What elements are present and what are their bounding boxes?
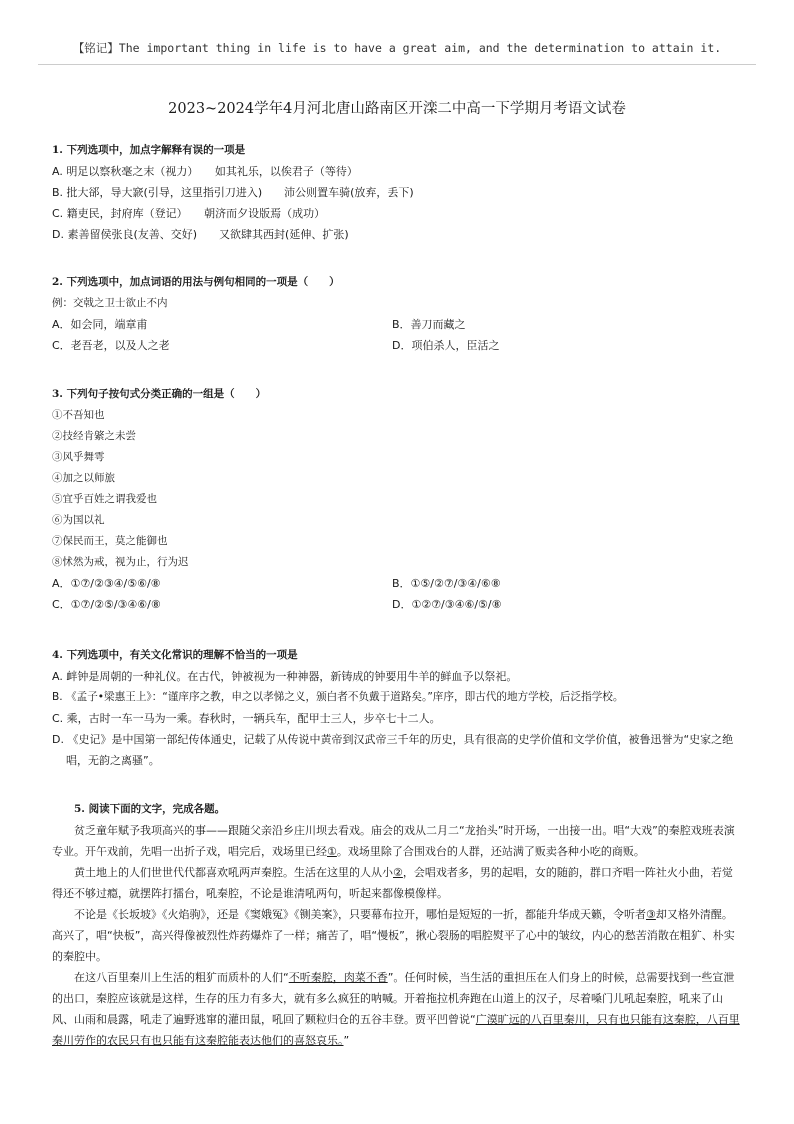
blank-3: ③ bbox=[646, 908, 656, 921]
sentence-item: ③风乎舞雩 bbox=[52, 451, 105, 463]
passage-text: 不论是《长坂坡》《火焰驹》，还是《窦娥冤》《铡美案》，只要幕布拉开，哪怕是短短的一折，都能升华成天籁，令听者 bbox=[74, 908, 646, 921]
option-c: C．老吾老，以及人之老 bbox=[52, 339, 170, 352]
passage-paragraph-2 bbox=[52, 862, 740, 904]
sentence-item: ⑧怵然为戒，视为止，行为迟 bbox=[52, 556, 189, 568]
passage-text: 黄土地上的人们世世代代都喜欢吼两声秦腔。生活在这里的人从小 bbox=[74, 866, 393, 879]
option-b: B．善刀而藏之 bbox=[392, 318, 466, 331]
passage-paragraph-3 bbox=[52, 904, 740, 967]
options-row-2 bbox=[52, 594, 752, 615]
question-stem: 2. 下列选项中，加点词语的用法与例句相同的一项是（ ） bbox=[52, 276, 340, 288]
option-b: B. 《孟子•梁惠王上》：“谨庠序之教，申之以孝悌之义，颁白者不负戴于道路矣。”庠序，即古代的地方学校，后泛指学校。 bbox=[52, 691, 624, 703]
underlined-phrase-2: 广漠旷远的八百里秦川，只有也只能有这秦腔，八百里秦川劳作的农民只有也只能有这秦腔能表达他们的喜怒哀乐。 bbox=[52, 1013, 740, 1047]
sentence-item: ⑦保民而王，莫之能御也 bbox=[52, 535, 168, 547]
question-stem: 1. 下列选项中，加点字解释有误的一项是 bbox=[52, 144, 246, 156]
option-b: B. 批大郤，导大窾(引导，这里指引刀进入) 沛公则置车骑(放弃，丢下) bbox=[52, 186, 414, 199]
passage-text: 却又格外清醒。高兴了，唱“快板”，高兴得像被烈性炸药爆炸了一样；痛苦了，唱“慢板”，揪心裂肠的唱腔熨平了心中的皱纹，内心的愁苦消散在粗犷、朴实的秦腔中。 bbox=[52, 908, 735, 963]
option-d: D．①②⑦/③④⑥/⑤/⑧ bbox=[392, 598, 502, 611]
option-b: B．①⑤/②⑦/③④/⑥⑧ bbox=[392, 577, 501, 590]
blank-2: ② bbox=[393, 866, 403, 879]
passage-text: ”。任何时候，当生活的重担压在人们身上的时候，总需要找到一些宣泄的出口，秦腔应该就是这样，生存的压力有多大，就有多么疯狂的呐喊。开着拖拉机奔跑在山道上的汉子，尽着嗓门儿吼起秦腔，吼来了山风、山雨和晨露，吼走了遍野逃窜的灌田鼠，吼回了颗粒归仓的五谷丰登。贾平凹曾说“ bbox=[52, 971, 735, 1026]
underlined-phrase-1: 不听秦腔，肉菜不香 bbox=[288, 971, 388, 984]
option-c: C. 乘，古时一车一马为一乘。春秋时，一辆兵车，配甲士三人，步卒七十二人。 bbox=[52, 712, 441, 725]
options-row-1 bbox=[52, 314, 752, 335]
option-a: A. 衅钟是周朝的一种礼仪。在古代，钟被视为一种神器，新铸成的钟要用牛羊的鲜血予以祭祀。 bbox=[52, 670, 518, 683]
passage-text: ” bbox=[343, 1034, 350, 1047]
question-5 bbox=[52, 799, 740, 1051]
passage-paragraph-4 bbox=[52, 967, 740, 1051]
motto-banner: 【铭记】The important thing in life is to have a great aim, and the determination to attain it. bbox=[72, 41, 722, 55]
option-d: D. 素善留侯张良(友善、交好) 又欲肆其西封(延伸、扩张) bbox=[52, 228, 349, 241]
option-a: A．①⑦/②③④/⑤⑥/⑧ bbox=[52, 577, 161, 590]
option-a: A. 明足以察秋毫之末（视力） 如其礼乐，以俟君子（等待） bbox=[52, 165, 358, 178]
header-divider bbox=[38, 64, 756, 65]
question-1 bbox=[52, 140, 752, 245]
passage-text: 在这八百里秦川上生活的粗犷而质朴的人们“ bbox=[74, 971, 289, 984]
example-sentence: 例：交戟之卫士欲止不内 bbox=[52, 297, 168, 309]
passage-paragraph-1 bbox=[52, 820, 740, 862]
blank-1: ① bbox=[327, 845, 337, 858]
option-d: D．项伯杀人，臣活之 bbox=[392, 339, 500, 352]
passage-text: 贫乏童年赋予我项高兴的事——跟随父亲沿乡庄川坝去看戏。庙会的戏从二月二“龙抬头”时开场，一出接一出。唱“大戏”的秦腔戏班表演专业。开午戏前，先唱一出折子戏，唱完后，戏场里已经 bbox=[52, 824, 735, 858]
sentence-item: ⑥为国以礼 bbox=[52, 514, 105, 526]
sentence-item: ②技经肯綮之未尝 bbox=[52, 430, 136, 442]
sentence-item: ④加之以师旅 bbox=[52, 472, 115, 484]
question-stem: 5. 阅读下面的文字，完成各题。 bbox=[74, 803, 226, 815]
question-3 bbox=[52, 384, 752, 615]
passage-text: 。戏场里除了合围戏台的人群，还站满了贩卖各种小吃的商贩。 bbox=[336, 845, 645, 858]
question-4 bbox=[52, 645, 752, 771]
sentence-item: ①不吾知也 bbox=[52, 409, 105, 421]
option-c: C. 籍吏民，封府库（登记） 朝济而夕设版焉（成功） bbox=[52, 207, 326, 220]
question-2 bbox=[52, 272, 752, 356]
option-c: C．①⑦/②⑤/③④⑥/⑧ bbox=[52, 598, 161, 611]
sentence-item: ⑤宜乎百姓之谓我爱也 bbox=[52, 493, 157, 505]
option-a: A．如会同，端章甫 bbox=[52, 318, 148, 331]
option-d: D. 《史记》是中国第一部纪传体通史，记载了从传说中黄帝到汉武帝三千年的历史，具有很高的史学价值和文学价值，被鲁迅誉为“史家之绝唱，无韵之离骚”。 bbox=[52, 733, 734, 767]
question-stem: 3. 下列句子按句式分类正确的一组是（ ） bbox=[52, 388, 267, 400]
exam-title: 2023~2024学年4月河北唐山路南区开滦二中高一下学期月考语文试卷 bbox=[168, 101, 626, 117]
passage-text: ，会唱戏者多，男的起唱，女的随韵，群口齐唱一阵社火小曲，若觉得还不够过瘾，就摆阵打擂台，吼秦腔，不论是谁清吼两句，听起来都像模像样。 bbox=[52, 866, 733, 900]
question-stem: 4. 下列选项中，有关文化常识的理解不恰当的一项是 bbox=[52, 649, 298, 661]
options-row-1 bbox=[52, 573, 752, 594]
options-row-2 bbox=[52, 335, 752, 356]
